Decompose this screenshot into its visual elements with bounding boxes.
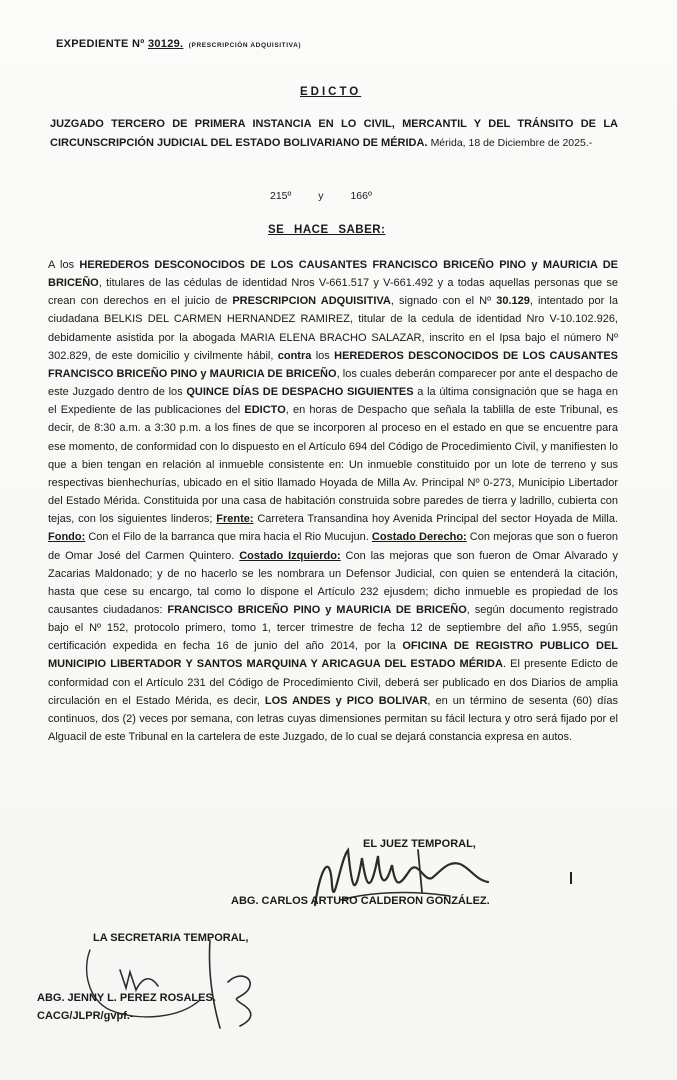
body-text-segment: , inscrito en el Ipsa bajo el número Nº 302.829, de este domicilio y civilmente hábil,: [48, 331, 618, 362]
body-text-segment: , los cuales deberán comparecer por ante el despacho de este Juzgado dentro de los: [48, 367, 618, 399]
body-text-segment: Carretera Transandina hoy Avenida Principal del sector Hoyada de Milla.: [253, 513, 618, 526]
body-text-segment: , intentado por la ciudadana: [48, 295, 618, 326]
folio-years: [270, 190, 372, 202]
expediente-type: (PRESCRIPCIÓN ADQUISITIVA): [188, 42, 302, 49]
body-bold-segment: EDICTO: [244, 404, 286, 417]
folio-connector: y: [318, 190, 324, 202]
body-bold-segment: HEREDEROS DESCONOCIDOS DE LOS CAUSANTES FRANCISCO BRICEÑO PINO y MAURICIA DE BRICEÑO: [48, 349, 618, 380]
lindero-izquierdo-label: Costado Izquierdo:: [239, 549, 341, 562]
body-text-segment: a la última consignación que se haga en el Expediente de las publicaciones del: [48, 386, 619, 417]
judge-title: EL JUEZ TEMPORAL,: [363, 838, 476, 850]
body-text-segment: , en un término de sesenta (60) días continuos, dos (2) veces por semana, con letras cuyas dimensiones permitan su fácil lectura y otro será fijado por el Alguacil de este Tribunal en la cartelera de este Juzgado, de lo cual se dejará constancia expresa en autos.: [48, 694, 618, 744]
body-text-segment: Con el Filo de la barranca que mira hacia el Rio Mucujun.: [85, 531, 372, 544]
expediente-header: [56, 38, 301, 50]
secretary-signature: [80, 930, 270, 1040]
body-text-segment: los: [311, 349, 335, 362]
document-initials: CACG/JLPR/gvpf.-: [37, 1010, 134, 1022]
body-text-segment: MARIA ELENA BRACHO SALAZAR: [240, 331, 422, 344]
body-text-segment: Con las mejoras que son fueron de Omar Alvarado y Zacarias Maldonado; y de no hacerlo se les nombrara un Defensor Judicial, con quien se entenderá la citación, hasta que cese su encargo, tal como lo dispone el Artículo 232 ejusdem; dicho inmueble es propiedad de los causantes ciudadanos:: [48, 549, 619, 616]
secretary-title: LA SECRETARIA TEMPORAL,: [93, 932, 249, 944]
document-title: EDICTO: [300, 86, 362, 98]
court-heading: [50, 115, 618, 153]
body-text-segment: Con mejoras que son o fueron de Omar José del Carmen Quintero.: [48, 531, 618, 562]
folio-second: 166º: [350, 190, 372, 202]
lindero-derecho-label: Costado Derecho:: [371, 531, 467, 544]
body-bold-segment: 30.129: [496, 295, 530, 308]
body-bold-segment: LOS ANDES y PICO BOLIVAR: [264, 694, 428, 707]
expediente-number: 30129.: [147, 38, 184, 50]
secretary-name: ABG. JENNY L. PEREZ ROSALES.: [37, 992, 216, 1004]
body-text-segment: A los: [48, 259, 80, 271]
body-bold-segment: QUINCE DÍAS DE DESPACHO SIGUIENTES: [186, 386, 414, 399]
expediente-label: EXPEDIENTE Nº: [56, 38, 145, 50]
body-bold-segment: OFICINA DE REGISTRO PUBLICO DEL MUNICIPIO LIBERTADOR Y SANTOS MARQUINA Y ARICAGUA DEL ESTADO MÉRIDA: [48, 640, 619, 671]
folio-first: 215º: [270, 190, 292, 202]
lindero-frente-label: Frente:: [216, 513, 254, 526]
body-text-segment: BELKIS DEL CARMEN HERNANDEZ RAMIREZ: [103, 313, 350, 326]
body-text-segment: . El presente Edicto de conformidad con el Artículo 231 del Código de Procedimiento Civil, deberá ser publicado en dos Diarios de amplia circulación en el Estado Mérida, es decir,: [48, 658, 618, 707]
judge-name: ABG. CARLOS ARTURO CALDERON GONZÁLEZ.: [231, 895, 490, 907]
date-line: Mérida, 18 de Diciembre de 2025.-: [430, 137, 593, 149]
body-bold-segment: FRANCISCO BRICEÑO PINO y MAURICIA DE BRICEÑO: [167, 603, 467, 616]
body-text-segment: , titular de la cedula de identidad Nro V-10.102.926, debidamente asistida por la abogada: [48, 313, 618, 344]
body-text-segment: , signado con el Nº: [390, 295, 497, 308]
edict-body: [48, 256, 618, 746]
body-bold-segment: HEREDEROS DESCONOCIDOS DE LOS CAUSANTES FRANCISCO BRICEÑO PINO y MAURICIA DE BRICEÑO: [48, 259, 619, 290]
body-text-segment: , titulares de las cédulas de identidad Nros V-661.517 y V-661.492 y a todas aquellas personas que se crean con derechos en el juicio de: [48, 277, 618, 308]
body-text-segment: , según documento registrado bajo el Nº 152, protocolo primero, tomo 1, tercer trimestre de fecha 12 de septiembre del año 1.955, según certificación expedida en fecha 16 de junio del año 2014, por la: [48, 603, 618, 653]
ink-mark: [570, 872, 572, 884]
body-bold-segment: contra: [277, 349, 312, 362]
lindero-fondo-label: Fondo:: [48, 531, 86, 544]
body-bold-segment: PRESCRIPCION ADQUISITIVA: [232, 295, 391, 308]
announcement-heading: SE HACE SABER:: [268, 224, 386, 236]
body-text-segment: , en horas de Despacho que señala la tablilla de este Tribunal, es decir, de 8:30 a.m. a 3:30 p.m. a los fines de que se incorporen al proceso en el estado en que se encuentre para ese momento, de conformidad con lo dispuesto en el Artículo 694 del Código de Procedimiento Civil, y manifiesten lo que a bien tengan en relación al inmueble consistente en: Un inmueble constituido por un lote de terreno y sus respectivas bienhechurías, ubicado en el sitio llamado Hoyada de Milla Av. Principal Nº 0-273, Municipio Libertador del Estado Mérida. Constituida por una casa de habitación construida sobre paredes de tierra y ladrillo, cubierta con tejas, con los siguientes linderos;: [48, 404, 618, 526]
court-name: JUZGADO TERCERO DE PRIMERA INSTANCIA EN LO CIVIL, MERCANTIL Y DEL TRÁNSITO DE LA CIRCUNSCRIPCIÓN JUDICIAL DEL ESTADO BOLIVARIANO DE MÉRIDA.: [50, 118, 618, 149]
